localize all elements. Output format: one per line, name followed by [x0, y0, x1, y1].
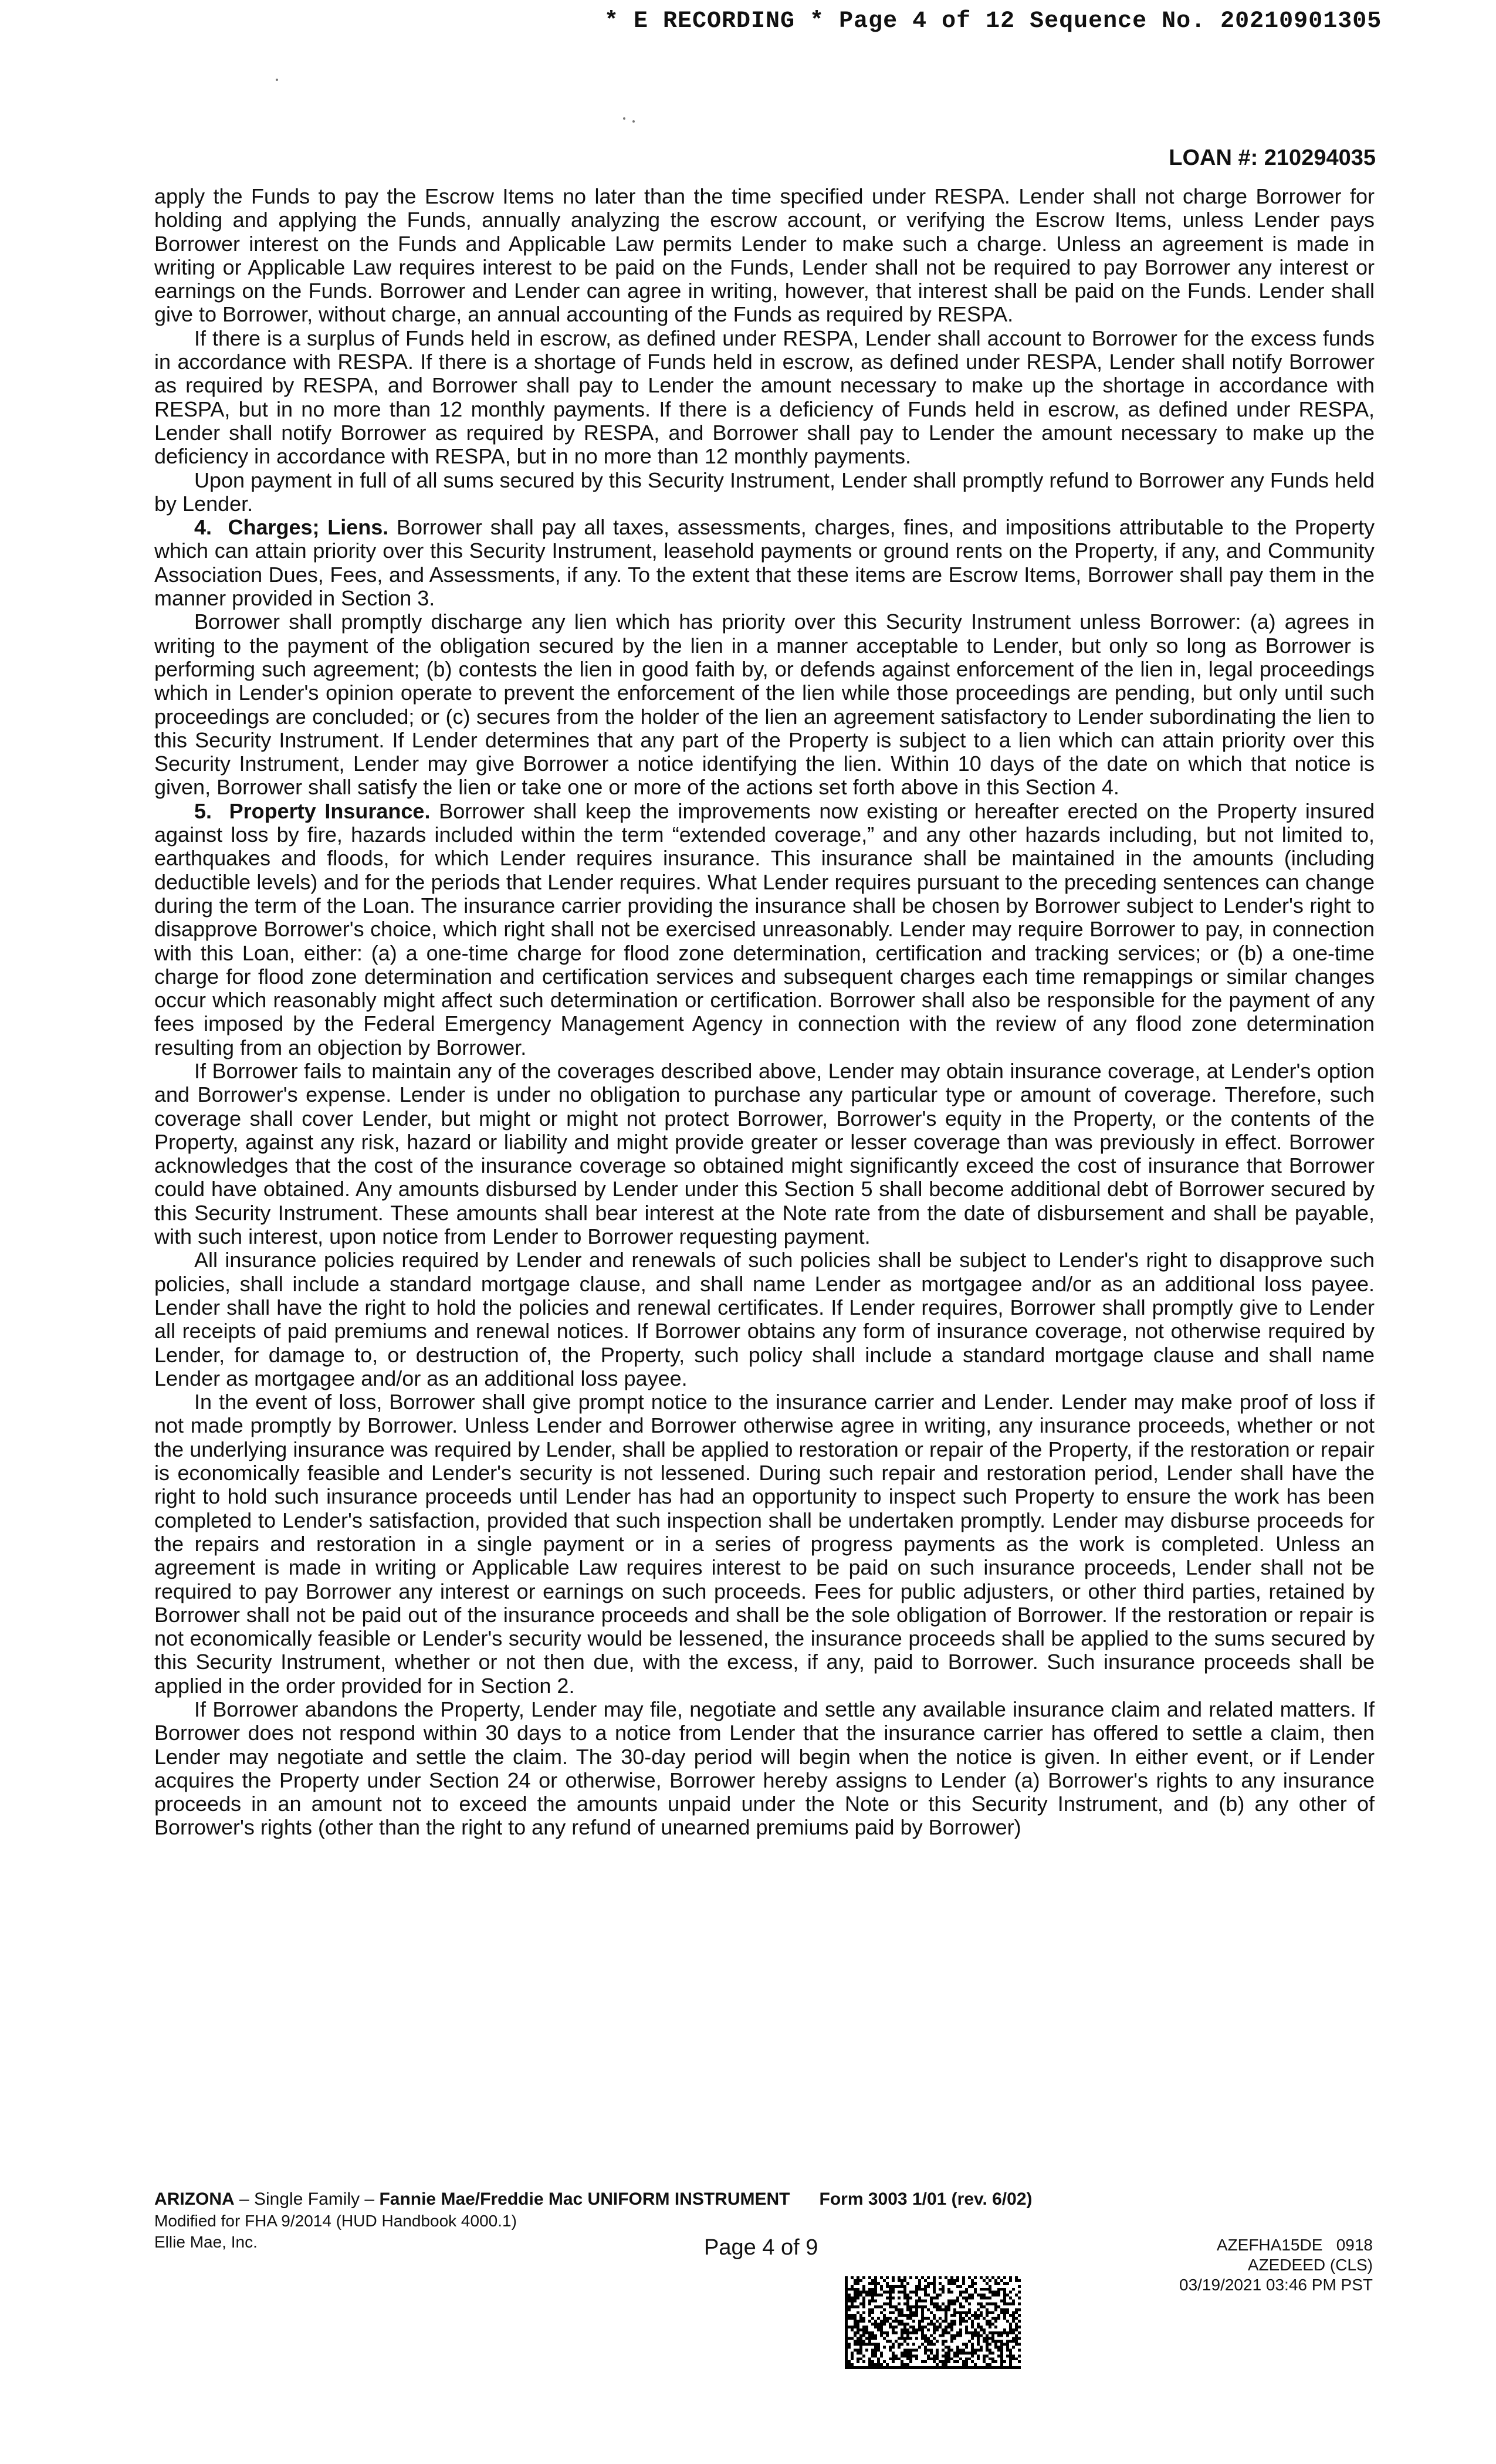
- paragraph: If Borrower fails to maintain any of the coverages described above, Lender may obtain insurance coverage, at Lender's option and Borrower's expense. Lender is under no obligation to purchase any particular type or amount of coverage. Therefore, such coverage shall cover Lender, but might or might not protect Borrower, Borrower's equity in the Property, or the contents of the Property, against any risk, hazard or liability and might provide greater or lesser coverage than was previously in effect. Borrower acknowledges that the cost of the insurance coverage so obtained might significantly exceed the cost of insurance that Borrower could have obtained. Any amounts disbursed by Lender under this Section 5 shall become additional debt of Borrower secured by this Security Instrument. These amounts shall bear interest at the Note rate from the date of disbursement and shall be payable, with such interest, upon notice from Lender to Borrower requesting payment.: [154, 1058, 1375, 1249]
- paragraph: apply the Funds to pay the Escrow Items no later than the time specified under RESPA. Lender shall not charge Borrower for holding and applying the Funds, annually analyzing the escrow account, or verifying the Escrow Items, unless Lender pays Borrower interest on the Funds and Applicable Law permits Lender to make such a charge. Unless an agreement is made in writing or Applicable Law requires interest to be paid on the Funds, Lender shall not be required to pay Borrower any interest or earnings on the Funds. Borrower and Lender can agree in writing, however, that interest shall be paid on the Funds. Lender shall give to Borrower, without charge, an annual accounting of the Funds as required by RESPA.: [154, 184, 1375, 327]
- footer-company: Ellie Mae, Inc.: [154, 2233, 258, 2251]
- footer-form-line: [154, 2189, 1033, 2209]
- section-4-text: Borrower shall pay all taxes, assessments, charges, fines, and impositions attributable to the Property which can attain priority over this Security Instrument, leasehold payments or ground rents on the Property, if any, and Community Association Dues, Fees, and Assessments, if any. To the extent that these items are Escrow Items, Borrower shall pay them in the manner provided in Section 3.: [154, 515, 1375, 611]
- barcode-2d: [845, 2276, 1021, 2369]
- footer-code-2: AZEDEED (CLS): [1247, 2256, 1373, 2274]
- footer-modified: Modified for FHA 9/2014 (HUD Handbook 4000.1): [154, 2212, 517, 2230]
- paragraph: In the event of loss, Borrower shall give prompt notice to the insurance carrier and Lender. Lender may make proof of loss if not made promptly by Borrower. Unless Lender and Borrower otherwise agree in writing, any insurance proceeds, whether or not the underlying insurance was required by Lender, shall be applied to restoration or repair of the Property, if the restoration or repair is economically feasible and Lender's security is not lessened. During such repair and restoration period, Lender shall have the right to hold such insurance proceeds until Lender has had an opportunity to inspect such Property to ensure the work has been completed to Lender's satisfaction, provided that such inspection shall be undertaken promptly. Lender may disburse proceeds for the repairs and restoration in a single payment or in a series of progress payments as the work is completed. Unless an agreement is made in writing or Applicable Law requires interest to be paid on such insurance proceeds, Lender shall not be required to pay Borrower any interest or earnings on such proceeds. Fees for public adjusters, or other third parties, retained by Borrower shall not be paid out of the insurance proceeds and shall be the sole obligation of Borrower. If the restoration or repair is not economically feasible or Lender's security would be lessened, the insurance proceeds shall be applied to the sums secured by this Security Instrument, whether or not then due, with the excess, if any, paid to Borrower. Such insurance proceeds shall be applied in the order provided for in Section 2.: [154, 1390, 1375, 1698]
- paragraph: If there is a surplus of Funds held in escrow, as defined under RESPA, Lender shall account to Borrower for the excess funds in accordance with RESPA. If there is a shortage of Funds held in escrow, as defined under RESPA, Lender shall notify Borrower as required by RESPA, and Borrower shall pay to Lender the amount necessary to make up the shortage in accordance with RESPA, but in no more than 12 monthly payments. If there is a deficiency of Funds held in escrow, as defined under RESPA, Lender shall notify Borrower as required by RESPA, and Borrower shall pay to Lender the amount necessary to make up the deficiency in accordance with RESPA, but in no more than 12 monthly payments.: [154, 326, 1375, 469]
- scan-speck: [632, 120, 635, 123]
- footer-form-number: Form 3003 1/01 (rev. 6/02): [819, 2189, 1033, 2209]
- page-number: Page 4 of 9: [704, 2235, 818, 2260]
- loan-number: LOAN #: 210294035: [1169, 145, 1376, 170]
- section-5: [154, 800, 1375, 1060]
- document-body: [154, 185, 1375, 1840]
- footer-form-desc: – Single Family –: [234, 2189, 380, 2209]
- section-5-text: Borrower shall keep the improvements now existing or hereafter erected on the Property insured against loss by fire, hazards included within the term “extended coverage,” and any other hazards including, but not limited to, earthquakes and floods, for which Lender requires insurance. This insurance shall be maintained in the amounts (including deductible levels) and for the periods that Lender requires. What Lender requires pursuant to the preceding sentences can change during the term of the Loan. The insurance carrier providing the insurance shall be chosen by Borrower subject to Lender's right to disapprove Borrower's choice, which right shall not be exercised unreasonably. Lender may require Borrower to pay, in connection with this Loan, either: (a) a one-time charge for flood zone determination, certification and tracking services; or (b) a one-time charge for flood zone determination and certification services and subsequent charges each time remappings or similar changes occur which reasonably might affect such determination or certification. Borrower shall also be responsible for the payment of any fees imposed by the Federal Emergency Management Agency in connection with the review of any flood zone determination resulting from an objection by Borrower.: [154, 798, 1375, 1060]
- footer-codes: [1179, 2235, 1373, 2295]
- section-4-title: 4. Charges; Liens.: [194, 515, 389, 540]
- paragraph: Upon payment in full of all sums secured by this Security Instrument, Lender shall promptly refund to Borrower any Funds held by Lender.: [154, 468, 1375, 516]
- footer-timestamp: 03/19/2021 03:46 PM PST: [1179, 2276, 1373, 2294]
- footer-instrument: Fannie Mae/Freddie Mac UNIFORM INSTRUMENT: [379, 2189, 790, 2209]
- scan-speck: [276, 79, 278, 81]
- section-4: [154, 516, 1375, 610]
- paragraph: All insurance policies required by Lender and renewals of such policies shall be subject to Lender's right to disapprove such policies, shall include a standard mortgage clause, and shall name Lender as mortgagee and/or as an additional loss payee. Lender shall have the right to hold the policies and renewal certificates. If Lender requires, Borrower shall promptly give to Lender all receipts of paid premiums and renewal notices. If Borrower obtains any form of insurance coverage, not otherwise required by Lender, for damage to, or destruction of, the Property, such policy shall include a standard mortgage clause and shall name Lender as mortgagee and/or as an additional loss payee.: [154, 1248, 1375, 1390]
- paragraph: Borrower shall promptly discharge any lien which has priority over this Security Instrument unless Borrower: (a) agrees in writing to the payment of the obligation secured by the lien in a manner acceptable to Lender, but only so long as Borrower is performing such agreement; (b) contests the lien in good faith by, or defends against enforcement of the lien in, legal proceedings which in Lender's opinion operate to prevent the enforcement of the lien while those proceedings are pending, but only until such proceedings are concluded; or (c) secures from the holder of the lien an agreement satisfactory to Lender subordinating the lien to this Security Instrument. If Lender determines that any part of the Property is subject to a lien which can attain priority over this Security Instrument, Lender may give Borrower a notice identifying the lien. Within 10 days of the date on which that notice is given, Borrower shall satisfy the lien or take one or more of the actions set forth above in this Section 4.: [154, 610, 1375, 800]
- section-5-title: 5. Property Insurance.: [194, 798, 431, 823]
- footer-state: ARIZONA: [154, 2189, 235, 2209]
- paragraph: If Borrower abandons the Property, Lender may file, negotiate and settle any available insurance claim and related matters. If Borrower does not respond within 30 days to a notice from Lender that the insurance carrier has offered to settle a claim, then Lender may negotiate and settle the claim. The 30-day period will begin when the notice is given. In either event, or if Lender acquires the Property under Section 24 or otherwise, Borrower hereby assigns to Lender (a) Borrower's rights to any insurance proceeds in an amount not to exceed the amounts unpaid under the Note or this Security Instrument, and (b) any other of Borrower's rights (other than the right to any refund of unearned premiums paid by Borrower): [154, 1697, 1375, 1840]
- recording-header: * E RECORDING * Page 4 of 12 Sequence No. 20210901305: [604, 8, 1382, 35]
- scan-speck: [623, 117, 625, 120]
- footer-code-1: AZEFHA15DE 0918: [1216, 2236, 1373, 2254]
